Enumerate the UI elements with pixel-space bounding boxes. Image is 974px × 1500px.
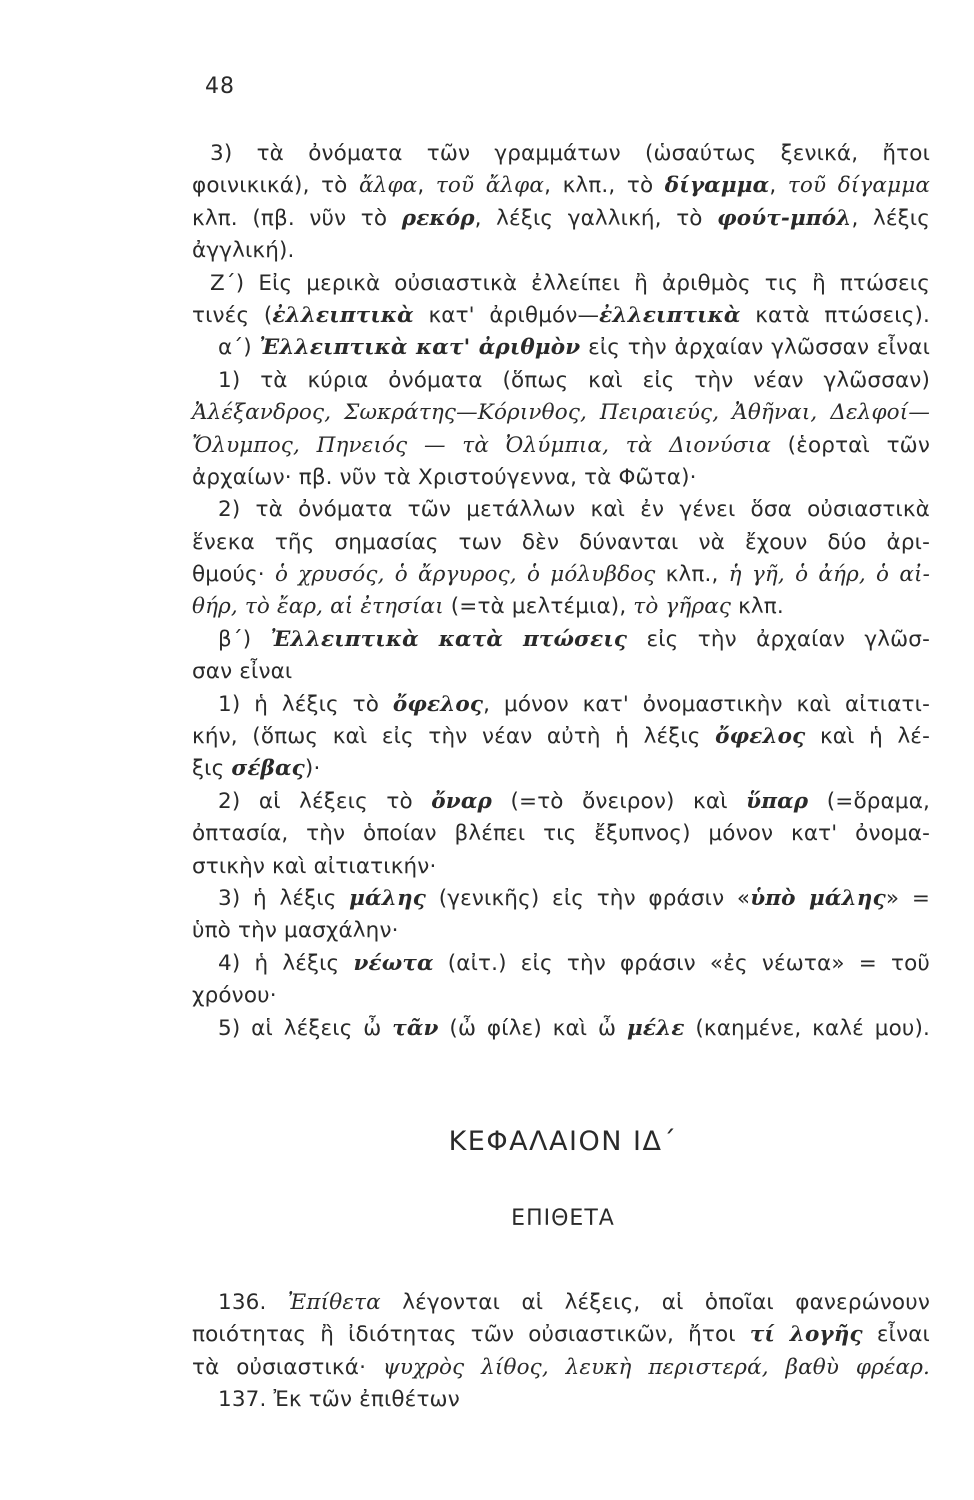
text-line: κήν, (ὅπως καὶ εἰς τὴν νέαν αὐτὴ ἡ λέξις ὄφελος καὶ ἡ λέ- (192, 724, 930, 750)
text-line: α΄) Ἐλλειπτικὰ κατ' ἀριθμὸν εἰς τὴν ἀρχαίαν γλῶσσαν εἶναι (218, 335, 930, 361)
text-line: ἕνεκα τῆς σημασίας των δὲν δύνανται νὰ ἔχουν δύο ἀρι- (192, 529, 930, 555)
text-line: ποιότητας ἢ ἰδιότητας τῶν οὐσιαστικῶν, ἤτοι τί λογῆς εἶναι (192, 1322, 930, 1348)
text-line: τὰ οὐσιαστικά· ψυχρὸς λίθος, λευκὴ περιστερά, βαθὺ φρέαρ. (192, 1354, 930, 1380)
text-line: ξις σέβας)· (192, 756, 321, 782)
text-line: ὑπὸ τὴν μασχάλην· (192, 918, 399, 944)
text-line: Ἀλέξανδρος, Σωκράτης—Κόρινθος, Πειραιεύς, Ἀθῆναι, Δελφοί— (192, 400, 930, 426)
text-line: Ζ΄) Εἰς μερικὰ οὐσιαστικὰ ἐλλείπει ἢ ἀριθμὸς τις ἢ πτώσεις (210, 270, 930, 296)
text-line: κλπ. (πβ. νῦν τὸ ρεκόρ, λέξις γαλλική, τὸ φούτ-μπόλ, λέξις (192, 205, 930, 231)
text-line: 5) αἱ λέξεις ὦ τᾶν (ὦ φίλε) καὶ ὦ μέλε (καημένε, καλέ μου). (218, 1015, 930, 1041)
page-number: 48 (205, 74, 235, 99)
text-line: 2) αἱ λέξεις τὸ ὄναρ (=τὸ ὄνειρον) καὶ ὕπαρ (=ὅραμα, (218, 788, 930, 814)
text-line: θμούς· ὁ χρυσός, ὁ ἄργυρος, ὁ μόλυβδος κλπ., ἡ γῆ, ὁ ἀήρ, ὁ αἰ- (192, 562, 930, 588)
body-text (192, 138, 930, 1045)
text-line: 136. Ἐπίθετα λέγονται αἱ λέξεις, αἱ ὁποῖαι φανερώνουν (218, 1290, 930, 1315)
text-line: ἀρχαίων· πβ. νῦν τὰ Χριστούγεννα, τὰ Φῶτα)· (192, 464, 697, 490)
text-line: 1) ἡ λέξις τὸ ὄφελος, μόνον κατ' ὀνομαστικὴν καὶ αἰτιατι- (218, 691, 930, 717)
text-line: θήρ, τὸ ἔαρ, αἱ ἐτησίαι (=τὰ μελτέμια), τὸ γῆρας κλπ. (192, 594, 784, 620)
text-line: ὀπτασία, τὴν ὁποίαν βλέπει τις ἔξυπνος) μόνον κατ' ὀνομα- (192, 821, 930, 847)
text-line: 137. Ἐκ τῶν ἐπιθέτων (218, 1387, 460, 1413)
chapter-title: ΚΕΦΑΛΑΙΟΝ ΙΔ΄ (448, 1126, 678, 1157)
section-text (192, 1287, 930, 1417)
text-line: ἀγγλική). (192, 238, 295, 264)
text-line: 3) ἡ λέξις μάλης (γενικῆς) εἰς τὴν φράσιν «ὑπὸ μάλης» = (218, 885, 930, 911)
text-line: φοινικικά), τὸ ἄλφα, τοῦ ἄλφα, κλπ., τὸ δίγαμμα, τοῦ δίγαμμα (192, 173, 930, 199)
chapter-subtitle: ΕΠΙΘΕΤΑ (511, 1206, 615, 1231)
text-line: χρόνου· (192, 983, 277, 1009)
text-line: 2) τὰ ὀνόματα τῶν μετάλλων καὶ ἐν γένει ὅσα οὐσιαστικὰ (218, 497, 930, 523)
text-line: 3) τὰ ὀνόματα τῶν γραμμάτων (ὡσαύτως ξενικά, ἤτοι (210, 141, 930, 166)
text-line: 4) ἡ λέξις νέωτα (αἰτ.) εἰς τὴν φράσιν «ἐς νέωτα» = τοῦ (218, 950, 931, 976)
text-line: β΄) Ἐλλειπτικὰ κατὰ πτώσεις εἰς τὴν ἀρχαίαν γλῶσ- (218, 626, 930, 652)
text-line: Ὄλυμπος, Πηνειός — τὰ Ὀλύμπια, τὰ Διονύσια (ἑορταὶ τῶν (192, 432, 930, 458)
text-line: τινές (ἐλλειπτικὰ κατ' ἀριθμόν—ἐλλειπτικὰ κατὰ πτώσεις). (192, 302, 931, 328)
text-line: σαν εἶναι (192, 659, 293, 685)
text-line: στικὴν καὶ αἰτιατικήν· (192, 853, 437, 879)
text-line: 1) τὰ κύρια ὀνόματα (ὅπως καὶ εἰς τὴν νέαν γλῶσσαν) (218, 367, 930, 393)
